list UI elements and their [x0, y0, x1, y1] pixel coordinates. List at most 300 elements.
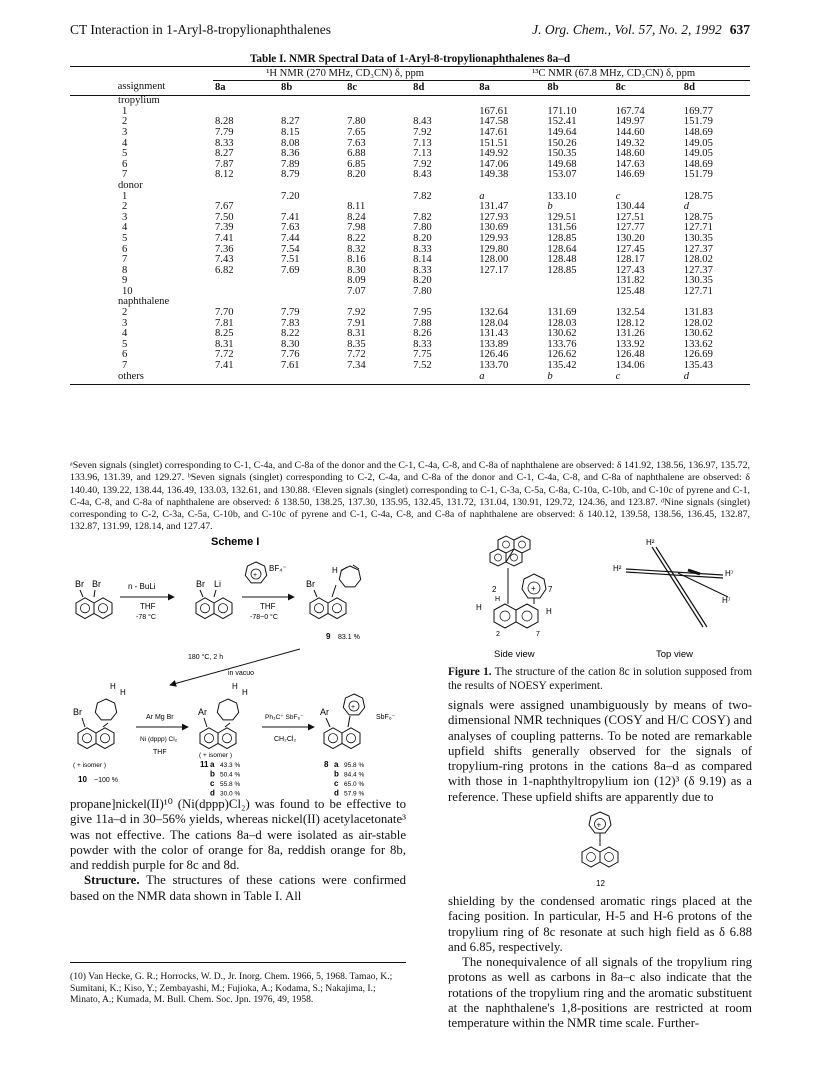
table-cell: 128.75	[683, 190, 713, 202]
compound-12-structure	[560, 810, 640, 890]
table-cell: 133.62	[683, 338, 713, 350]
yield-text: a	[210, 760, 215, 769]
running-title: CT Interaction in 1-Aryl-8-tropylionaphthalenes	[70, 22, 332, 37]
table-cell: 7.13	[413, 148, 432, 160]
table-body	[70, 96, 750, 385]
row-label: 6	[122, 158, 128, 170]
table-cell: 130.62	[683, 328, 713, 340]
yield-text: 57.9 %	[344, 790, 365, 798]
table-row	[70, 276, 750, 287]
table-cell: 8.33	[413, 243, 432, 255]
table-cell: 7.20	[281, 190, 300, 202]
table-cell: 7.07	[347, 285, 366, 297]
table-row	[70, 266, 750, 277]
yield-text: 55.8 %	[220, 781, 241, 788]
table-cell: 7.50	[215, 211, 234, 223]
svg-text:H: H	[110, 682, 116, 691]
row-label: 4	[122, 222, 128, 234]
table-cell: 130.69	[479, 222, 509, 234]
table-cell	[411, 372, 477, 385]
svg-text:+: +	[596, 820, 602, 830]
svg-text:H: H	[546, 607, 552, 616]
table-cell: a	[479, 190, 485, 202]
table-footnote: ᵃSeven signals (singlet) corresponding to C-1, C-4a, and C-8a of the donor and the C-1, C-4a, C-8, and C-8a of naphthalene are observed: δ 141.92, 138.56, 136.97, 135.72, 133.96, 131.39, and 129.27. ᵇSeven signals (singlet) corresponding to C-2, C-4a, and C-8a of the donor and C-1, C-4a, C-8, and C-8a of naphthalene are observed: δ 140.40, 139.22, 138.44, 136.49, 133.03, 132.61, and 130.88. ᶜEleven signals (singlet) corresponding to C-1, C-3a, C-5a, C-8a, C-10a, C-10b, and C-10c of pyrene and C-1, C-4a, C-8, and C-8a of naphthalene are observed: δ 138.50, 138.25, 137.30, 135.95, 132.45, 131.72, 131.04, 130.91, 129.72, 124.36, and 123.87. ᵈNine signals (singlet) corresponding to C-2, C-3a, C-5a, C-10b, and C-10c of pyrene and C-1, C-4a, C-8, and C-8a of naphthalene are observed: δ 140.12, 139.58, 138.56, 136.45, 132.87, 132.87, 131.99, 128.14, and 127.47.	[70, 460, 750, 533]
table-row	[70, 245, 750, 256]
table-cell	[213, 96, 279, 107]
page-number: 637	[729, 22, 750, 37]
table-row	[70, 117, 750, 128]
right-column-top	[448, 698, 752, 805]
table-cell: 128.02	[683, 254, 713, 266]
table-cell: 8.20	[413, 275, 432, 287]
svg-text:2: 2	[492, 585, 497, 594]
row-label: 10	[122, 285, 133, 297]
svg-text:H²: H²	[613, 564, 622, 573]
table-cell: 8.28	[215, 116, 234, 128]
table-cell	[477, 276, 545, 287]
table-cell: 7.75	[413, 349, 432, 361]
table-cell: 132.54	[615, 307, 645, 319]
table-cell: 8.33	[413, 264, 432, 276]
side-view-label: Side view	[494, 649, 535, 660]
row-label: 9	[122, 275, 128, 287]
table-cell: 7.79	[281, 307, 300, 319]
col-header: 8a	[477, 80, 545, 96]
yields-11	[200, 760, 240, 798]
left-column	[70, 797, 406, 904]
table-cell: 130.35	[683, 232, 713, 244]
row-label: donor	[118, 179, 143, 191]
table-cell: 8.36	[281, 148, 300, 160]
table-cell: 8.20	[413, 232, 432, 244]
table-cell: 8.16	[347, 254, 366, 266]
table-cell: 7.80	[347, 116, 366, 128]
table-cell: 128.48	[547, 254, 577, 266]
section-row	[70, 297, 750, 308]
left-paragraph-1: propane]nickel(II)¹⁰ (Ni(dppp)Cl₂) was found to be effective to give 11a–d in 30–56% yields, whereas nickel(II) acetylacetonate³ was not effective. The cations 8a–d were isolated as air-stable powder with the color of orange for 8a, reddish orange for 8b, and reddish purple for 8c and 8d.	[70, 797, 406, 873]
figure-1-caption: Figure 1. The structure of the cation 8c in solution supposed from the results of NOESY experiment.	[448, 666, 752, 692]
table-cell: 134.06	[615, 360, 645, 372]
yield-text: 84.4 %	[344, 771, 365, 779]
table-row	[70, 361, 750, 372]
table-cell: 8.22	[347, 232, 366, 244]
table-cell: 132.64	[479, 307, 509, 319]
row-label: 3	[122, 211, 128, 223]
right-column-bottom	[448, 894, 752, 1032]
table-cell: 129.80	[479, 243, 509, 255]
yield-text: 50.4 %	[220, 771, 241, 779]
table-cell: 127.45	[615, 243, 645, 255]
svg-text:H⁷: H⁷	[722, 596, 731, 605]
table-cell: 147.63	[615, 158, 645, 170]
table-cell: 150.26	[547, 137, 577, 149]
table-cell: 8.30	[347, 264, 366, 276]
table-cell: 128.04	[479, 317, 509, 329]
table-cell: 128.85	[547, 232, 577, 244]
table-cell: 126.62	[547, 349, 577, 361]
table-cell	[279, 276, 345, 287]
table-cell: 133.92	[615, 338, 645, 350]
svg-text:H: H	[120, 688, 126, 697]
table-cell: 7.36	[215, 243, 234, 255]
table-cell: 8.25	[215, 328, 234, 340]
svg-text:Ph₃C⁺ SbF₆⁻: Ph₃C⁺ SbF₆⁻	[265, 714, 304, 721]
svg-text:( + isomer ): ( + isomer )	[199, 752, 233, 759]
table-cell: 7.67	[215, 201, 234, 213]
yield-text: 95.8 %	[344, 762, 365, 769]
svg-text:+: +	[531, 584, 536, 593]
row-label: 7	[122, 360, 128, 372]
table-cell: 129.93	[479, 232, 509, 244]
table-row	[70, 329, 750, 340]
svg-text:H: H	[232, 682, 238, 691]
table-cell: 153.07	[547, 169, 577, 181]
row-label: 4	[122, 137, 128, 149]
table-row	[70, 319, 750, 330]
table-row	[70, 107, 750, 118]
table-cell: d	[683, 201, 690, 213]
table-cell: 128.12	[615, 317, 645, 329]
row-label: 4	[122, 328, 128, 340]
table-cell: 7.69	[281, 264, 300, 276]
table-cell: 127.77	[615, 222, 645, 234]
table-cell: 7.70	[215, 307, 234, 319]
table-row	[70, 170, 750, 181]
svg-text:Br: Br	[92, 579, 101, 589]
table-cell: 133.70	[479, 360, 509, 372]
yield-text: b	[210, 769, 215, 779]
table-cell: 146.69	[615, 169, 645, 181]
section-row	[70, 372, 750, 385]
table-cell: 8.20	[347, 169, 366, 181]
table-cell: 171.10	[547, 105, 577, 117]
svg-text:Br: Br	[196, 579, 205, 589]
col-header: 8a	[213, 80, 279, 96]
figure-1	[448, 535, 748, 665]
table-cell: 130.62	[547, 328, 577, 340]
table-cell	[279, 181, 345, 192]
section-row	[70, 96, 750, 107]
svg-text:10: 10	[78, 775, 87, 784]
svg-text:H⁷: H⁷	[725, 569, 734, 578]
table-cell: 8.27	[215, 148, 234, 160]
table-cell: 149.05	[683, 137, 713, 149]
left-paragraph-2: Structure. The structures of these cations were confirmed based on the NMR data shown in Table I. All	[70, 873, 406, 903]
table-caption: Table I. NMR Spectral Data of 1-Aryl-8-tropylionaphthalenes 8a–d	[249, 53, 571, 65]
row-label: 3	[122, 126, 128, 138]
top-view-label: Top view	[656, 649, 693, 660]
svg-text:H: H	[476, 603, 482, 612]
table-cell: 8.31	[215, 338, 234, 350]
table-cell: 7.80	[413, 222, 432, 234]
svg-text:180 °C, 2 h: 180 °C, 2 h	[188, 654, 224, 661]
table-cell	[545, 287, 613, 298]
table-cell: 127.37	[683, 243, 713, 255]
scheme-title: Scheme I	[211, 536, 260, 548]
table-cell: 7.72	[347, 349, 366, 361]
svg-text:THF: THF	[153, 749, 167, 756]
svg-text:H: H	[495, 596, 501, 603]
table-cell: 131.47	[479, 201, 509, 213]
table-cell: 128.64	[547, 243, 577, 255]
table-cell: 130.20	[615, 232, 645, 244]
svg-text:7: 7	[548, 585, 553, 594]
row-label: 3	[122, 317, 128, 329]
table-cell: 149.38	[479, 169, 509, 181]
row-label: 5	[122, 232, 128, 244]
col-header: 8c	[614, 80, 682, 96]
col-header: 8b	[545, 80, 613, 96]
table-cell: 8.27	[281, 116, 300, 128]
svg-text:H: H	[242, 688, 248, 697]
svg-text:CH₂Cl₂: CH₂Cl₂	[274, 736, 297, 743]
table-cell: 148.69	[683, 158, 713, 170]
table-cell	[411, 96, 477, 107]
table-row	[70, 128, 750, 139]
svg-text:7: 7	[536, 631, 540, 638]
table-row	[70, 160, 750, 171]
reference-10: (10) Van Hecke, G. R.; Horrocks, W. D., Jr. Inorg. Chem. 1966, 5, 1968. Tamao, K.; Sumitani, K.; Kiso, Y.; Zembayashi, M.; Fujioka, A.; Kodama, S.; Nakajima, I.; Minato, A.; Kumada, M. Bull. Chem. Soc. Jpn. 1976, 49, 1958.	[70, 962, 406, 1006]
table-cell: 7.52	[413, 360, 432, 372]
table-cell: 149.64	[547, 126, 577, 138]
table-cell: 7.92	[413, 126, 432, 138]
svg-text:-78~0 °C: -78~0 °C	[250, 614, 278, 621]
table-row	[70, 213, 750, 224]
table-cell: 129.51	[547, 211, 577, 223]
yield-text: d	[334, 788, 339, 798]
table-cell: 7.92	[413, 158, 432, 170]
table-cell: 7.54	[281, 243, 300, 255]
h-nmr-header: ¹H NMR (270 MHz, CD₃CN) δ, ppm	[213, 67, 477, 81]
table-row	[70, 223, 750, 234]
table-cell: 7.72	[215, 349, 234, 361]
svg-text:BF₄⁻: BF₄⁻	[269, 564, 287, 573]
row-label: 8	[122, 264, 128, 276]
table-cell: 7.82	[413, 211, 432, 223]
table-cell	[279, 287, 345, 298]
table-cell: 147.58	[479, 116, 509, 128]
svg-text:Br: Br	[306, 579, 315, 589]
table-cell	[279, 96, 345, 107]
table-cell: 8.22	[281, 328, 300, 340]
table-row	[70, 234, 750, 245]
table-cell: 167.74	[615, 105, 645, 117]
row-label: 2	[122, 116, 128, 128]
nmr-table	[70, 66, 750, 385]
table-cell: 8.32	[347, 243, 366, 255]
table-cell: 127.93	[479, 211, 509, 223]
svg-text:2: 2	[496, 631, 500, 638]
yield-text: 43.3 %	[220, 762, 241, 769]
svg-text:Ar: Ar	[198, 707, 207, 717]
table-cell: 126.46	[479, 349, 509, 361]
table-row	[70, 202, 750, 213]
table-cell	[213, 287, 279, 298]
table-cell: 149.92	[479, 148, 509, 160]
table-cell: 133.10	[547, 190, 577, 202]
yield-text: a	[334, 760, 339, 769]
table-cell: 8.33	[215, 137, 234, 149]
right-paragraph-3: The nonequivalence of all signals of the tropylium ring protons as well as carbons in 8a–c also indicate that the rotations of the tropylium ring and the aromatic substituent at the naphthalene's 1,8-positions are restricted at room temperature within the NMR time scale. Further-	[448, 955, 752, 1031]
table-cell: 131.82	[615, 275, 645, 287]
table-cell: 6.88	[347, 148, 366, 160]
table-cell: 147.61	[479, 126, 509, 138]
table-cell: 131.69	[547, 307, 577, 319]
table-cell: 7.81	[215, 317, 234, 329]
table-row	[70, 308, 750, 319]
journal-citation: J. Org. Chem., Vol. 57, No. 2, 1992 637	[532, 22, 750, 37]
row-label: 5	[122, 338, 128, 350]
table-cell: 131.83	[683, 307, 713, 319]
row-label: others	[70, 372, 213, 385]
svg-text:SbF₆⁻: SbF₆⁻	[376, 714, 396, 721]
yields-8	[324, 760, 364, 798]
table-cell	[345, 372, 411, 385]
table-cell: 151.79	[683, 169, 713, 181]
table-cell	[682, 181, 750, 192]
table-cell: 7.98	[347, 222, 366, 234]
table-cell: 8.31	[347, 328, 366, 340]
table-cell: 150.35	[547, 148, 577, 160]
table-cell: 8.43	[413, 169, 432, 181]
table-row	[70, 139, 750, 150]
table-cell: 131.26	[615, 328, 645, 340]
table-cell: 127.51	[615, 211, 645, 223]
yield-text: b	[334, 769, 339, 779]
row-label: 6	[122, 349, 128, 361]
table-row	[70, 255, 750, 266]
table-cell: 152.41	[547, 116, 577, 128]
table-cell: 125.48	[615, 285, 645, 297]
row-label: 7	[122, 254, 128, 266]
table-cell: 131.43	[479, 328, 509, 340]
svg-text:+: +	[351, 704, 356, 711]
table-cell: 7.41	[215, 232, 234, 244]
table-cell: c	[615, 190, 621, 202]
table-row	[70, 350, 750, 361]
svg-text:n - BuLi: n - BuLi	[128, 582, 156, 591]
table-cell	[345, 96, 411, 107]
table-cell: 6.85	[347, 158, 366, 170]
table-cell: 8.33	[413, 338, 432, 350]
table-cell: 7.80	[413, 285, 432, 297]
table-cell: 8.12	[215, 169, 234, 181]
svg-text:Ar: Ar	[320, 707, 329, 717]
table-cell: 7.91	[347, 317, 366, 329]
table-cell: 7.92	[347, 307, 366, 319]
yield-text: 65.0 %	[344, 781, 365, 788]
table-cell: a	[477, 372, 545, 385]
table-cell: 7.76	[281, 349, 300, 361]
table-cell	[545, 276, 613, 287]
table-cell: 149.05	[683, 148, 713, 160]
svg-text:Br: Br	[75, 579, 84, 589]
row-label: naphthalene	[118, 296, 170, 308]
table-cell: 128.17	[615, 254, 645, 266]
table-cell: 126.69	[683, 349, 713, 361]
col-header: 8d	[411, 80, 477, 96]
c-nmr-header: ¹³C NMR (67.8 MHz, CD₃CN) δ, ppm	[477, 67, 750, 81]
row-label: 7	[122, 169, 128, 181]
assignment-header: assignment	[70, 80, 213, 96]
table-cell: 126.48	[615, 349, 645, 361]
table-cell	[411, 181, 477, 192]
table-cell: 7.43	[215, 254, 234, 266]
table-cell: 130.35	[683, 275, 713, 287]
row-label: 2	[122, 307, 128, 319]
table-cell: 8.30	[281, 338, 300, 350]
svg-text:83.1 %: 83.1 %	[338, 634, 360, 641]
svg-text:Li: Li	[214, 579, 222, 589]
table-cell: 7.51	[281, 254, 300, 266]
svg-text:in vacuo: in vacuo	[228, 670, 255, 677]
table-cell	[477, 181, 545, 192]
table-cell: 128.85	[547, 264, 577, 276]
table-cell: 8.15	[281, 126, 300, 138]
svg-text:THF: THF	[260, 602, 276, 611]
compound-12-label: 12	[596, 879, 605, 888]
table-cell: 8.11	[347, 201, 366, 213]
table-cell: 128.00	[479, 254, 509, 266]
table-row	[70, 287, 750, 298]
table-row	[70, 192, 750, 203]
table-cell: 131.56	[547, 222, 577, 234]
table-cell: 148.69	[683, 126, 713, 138]
table-cell: 7.13	[413, 137, 432, 149]
col-header: 8c	[345, 80, 411, 96]
table-cell: 128.03	[547, 317, 577, 329]
table-cell: 128.75	[683, 211, 713, 223]
table-cell	[213, 276, 279, 287]
table-cell: 133.76	[547, 338, 577, 350]
table-cell: 135.43	[683, 360, 713, 372]
table-cell: 7.95	[413, 307, 432, 319]
row-label: 5	[122, 148, 128, 160]
table-cell: 7.79	[215, 126, 234, 138]
table-cell: 147.06	[479, 158, 509, 170]
yield-text: c	[210, 779, 215, 788]
svg-text:H: H	[332, 566, 338, 575]
table-cell: 127.71	[683, 222, 713, 234]
table-cell: 7.89	[281, 158, 300, 170]
right-paragraph-1: signals were assigned unambiguously by means of two-dimensional NMR techniques (COSY and H/C COSY) and analyses of coupling patterns. To be noted are remarkable upfield shifts generally observed for the signals of tropylium-ring protons in the cations 8a–d as compared with those in 1-naphthyltropylium ion (12)³ (δ 9.19) as a reference. These upfield shifts are apparently due to	[448, 698, 752, 804]
table-cell: 7.41	[281, 211, 300, 223]
table-cell	[614, 181, 682, 192]
row-label: 2	[122, 201, 128, 213]
table-cell: b	[547, 201, 553, 213]
table-cell: 127.37	[683, 264, 713, 276]
table-cell	[279, 372, 345, 385]
table-cell: 149.68	[547, 158, 577, 170]
table-cell: 7.44	[281, 232, 300, 244]
table-cell: d	[682, 372, 750, 385]
table-cell: c	[614, 372, 682, 385]
table-cell: 149.97	[615, 116, 645, 128]
table-cell: 8.14	[413, 254, 432, 266]
table-cell	[213, 372, 279, 385]
table-cell	[477, 287, 545, 298]
table-cell: 127.43	[615, 264, 645, 276]
table-row	[70, 149, 750, 160]
table-cell: 7.41	[215, 360, 234, 372]
svg-text:THF: THF	[140, 602, 156, 611]
table-cell: 135.42	[547, 360, 577, 372]
table-cell: 128.02	[683, 317, 713, 329]
table-cell: 127.17	[479, 264, 509, 276]
yield-text: c	[334, 779, 339, 788]
svg-text:+: +	[253, 572, 258, 579]
table-cell: 7.61	[281, 360, 300, 372]
